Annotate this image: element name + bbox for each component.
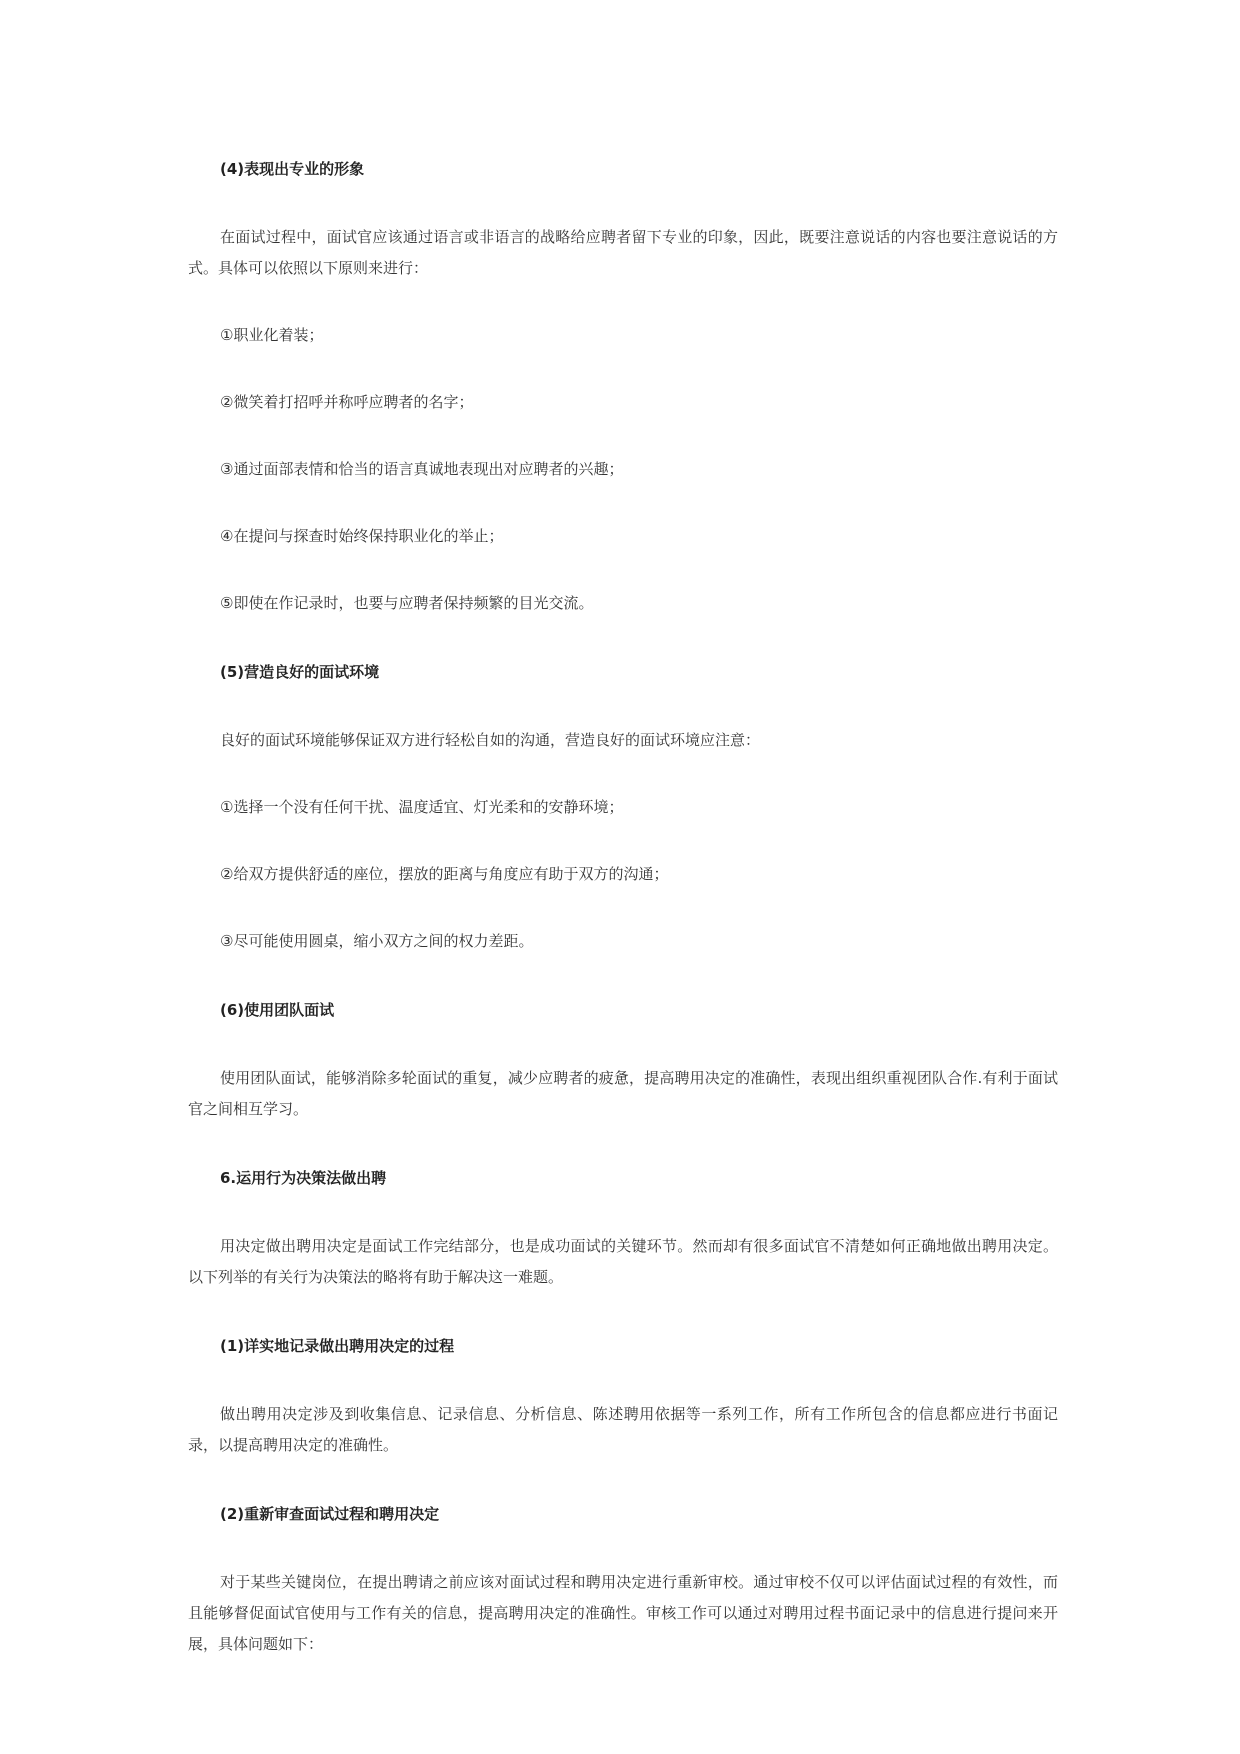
list-item: ⑤即使在作记录时，也要与应聘者保持频繁的目光交流。	[220, 594, 594, 612]
paragraph: 在面试过程中，面试官应该通过语言或非语言的战略给应聘者留下专业的印象，因此，既要注意说话的内容也要注意说话的方式。具体可以依照以下原则来进行：	[188, 228, 1058, 277]
list-item: ③尽可能使用圆桌，缩小双方之间的权力差距。	[220, 932, 534, 950]
section-heading: (6)使用团队面试	[220, 1001, 335, 1019]
list-item: ③通过面部表情和恰当的语言真诚地表现出对应聘者的兴趣；	[220, 460, 624, 478]
section-heading: (4)表现出专业的形象	[220, 160, 365, 178]
list-item: ④在提问与探查时始终保持职业化的举止；	[220, 527, 504, 545]
section-heading: (5)营造良好的面试环境	[220, 663, 380, 681]
section-heading: (2)重新审查面试过程和聘用决定	[220, 1505, 440, 1523]
paragraph: 用决定做出聘用决定是面试工作完结部分，也是成功面试的关键环节。然而却有很多面试官不清楚如何正确地做出聘用决定。以下列举的有关行为决策法的略将有助于解决这一难题。	[188, 1237, 1058, 1286]
paragraph: 良好的面试环境能够保证双方进行轻松自如的沟通，营造良好的面试环境应注意：	[220, 731, 761, 749]
list-item: ②给双方提供舒适的座位，摆放的距离与角度应有助于双方的沟通；	[220, 865, 669, 883]
section-heading: 6.运用行为决策法做出聘	[220, 1169, 387, 1187]
list-item: ②微笑着打招呼并称呼应聘者的名字；	[220, 393, 474, 411]
list-item: ①职业化着装；	[220, 326, 324, 344]
document-body	[188, 158, 1058, 1660]
paragraph: 对于某些关键岗位，在提出聘请之前应该对面试过程和聘用决定进行重新审校。通过审校不仅可以评估面试过程的有效性，而且能够督促面试官使用与工作有关的信息，提高聘用决定的准确性。审核工作可以通过对聘用过程书面记录中的信息进行提问来开展，具体问题如下：	[188, 1573, 1058, 1653]
paragraph: 使用团队面试，能够消除多轮面试的重复，减少应聘者的疲惫，提高聘用决定的准确性，表现出组织重视团队合作.有利于面试官之间相互学习。	[188, 1069, 1058, 1118]
list-item: ①选择一个没有任何干扰、温度适宜、灯光柔和的安静环境；	[220, 798, 624, 816]
section-heading: (1)详实地记录做出聘用决定的过程	[220, 1337, 455, 1355]
paragraph: 做出聘用决定涉及到收集信息、记录信息、分析信息、陈述聘用依据等一系列工作，所有工作所包含的信息都应进行书面记录，以提高聘用决定的准确性。	[188, 1405, 1058, 1454]
